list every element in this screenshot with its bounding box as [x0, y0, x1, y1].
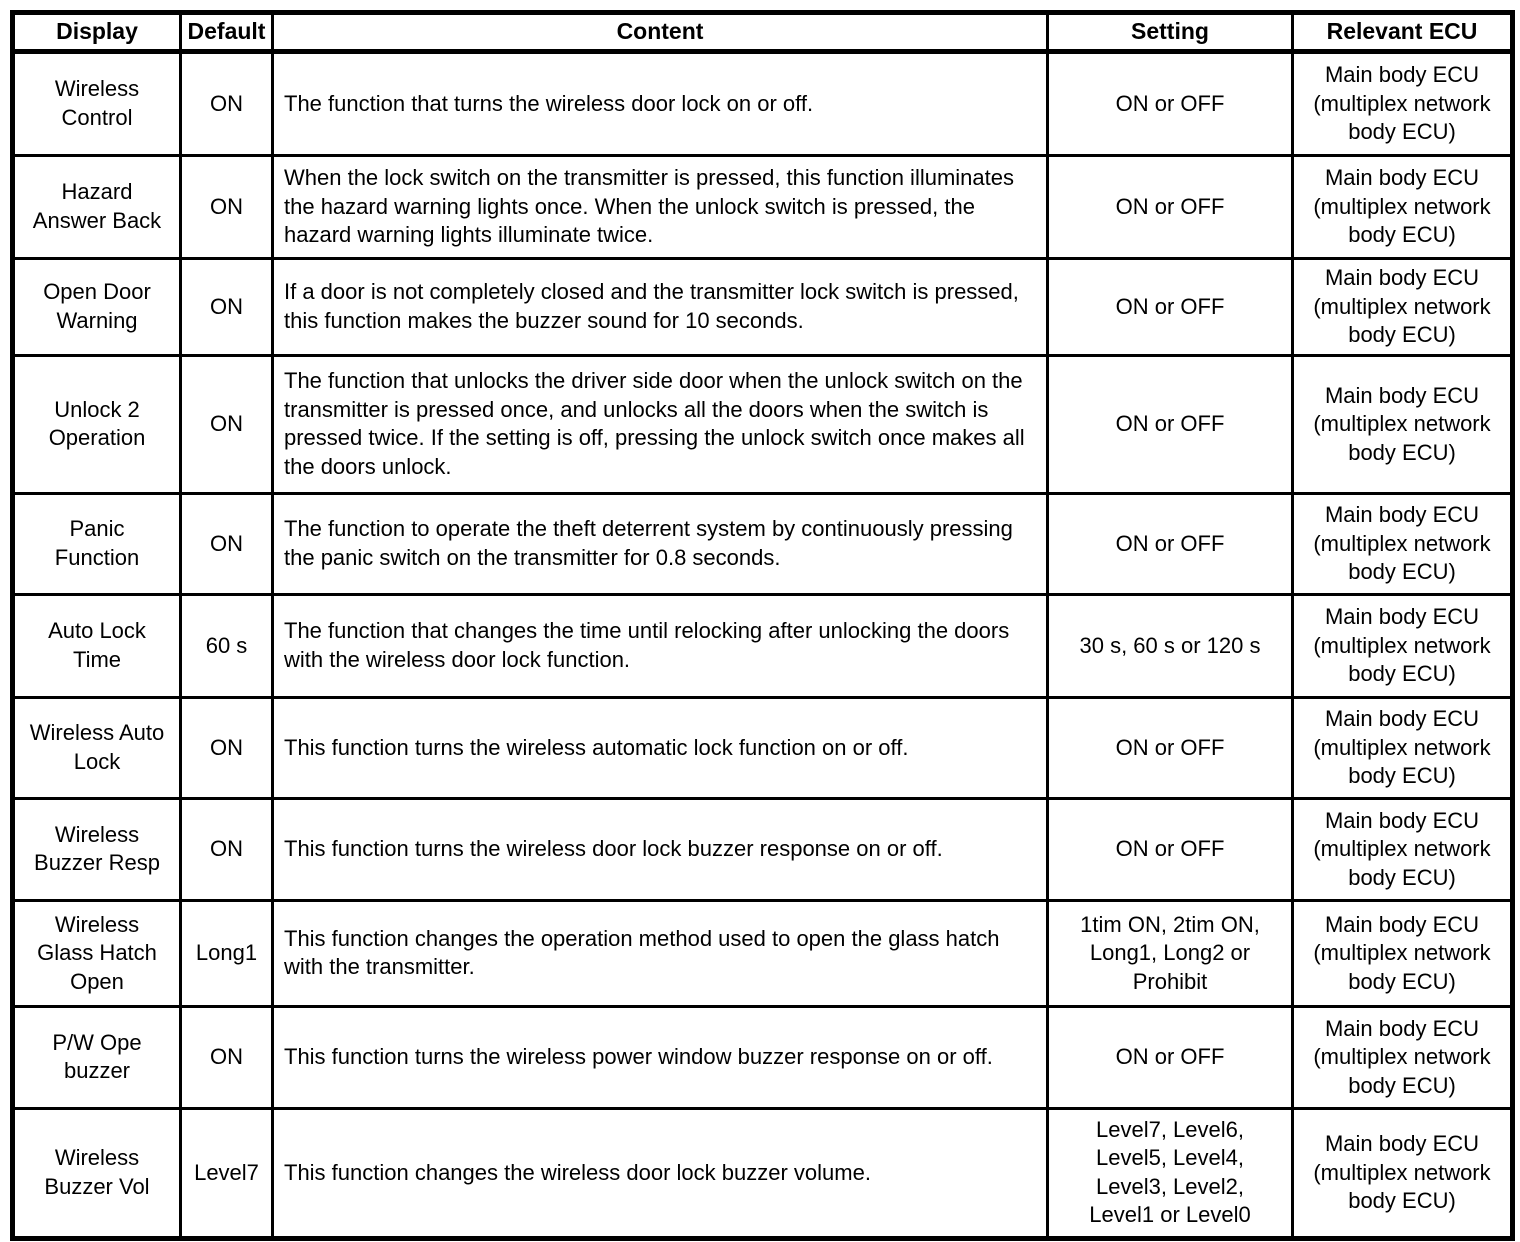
cell-content: This function changes the operation method used to open the glass hatch with the transmitter. [273, 900, 1048, 1006]
cell-relevant-ecu: Main body ECU (multiplex network body ECU) [1293, 51, 1513, 155]
cell-display: Wireless Control [13, 51, 181, 155]
table-row [13, 258, 1513, 355]
cell-setting: ON or OFF [1048, 51, 1293, 155]
table-row [13, 1108, 1513, 1238]
cell-content: When the lock switch on the transmitter is pressed, this function illuminates the hazard warning lights once. When the unlock switch is pressed, the hazard warning lights illuminate twice. [273, 155, 1048, 258]
cell-display: Unlock 2 Operation [13, 355, 181, 493]
cell-relevant-ecu: Main body ECU (multiplex network body ECU) [1293, 355, 1513, 493]
cell-default: ON [181, 155, 273, 258]
cell-default: Level7 [181, 1108, 273, 1238]
cell-content: The function that turns the wireless door lock on or off. [273, 51, 1048, 155]
cell-default: ON [181, 493, 273, 594]
cell-relevant-ecu: Main body ECU (multiplex network body ECU) [1293, 798, 1513, 900]
cell-setting: ON or OFF [1048, 798, 1293, 900]
table-row [13, 155, 1513, 258]
cell-setting: ON or OFF [1048, 493, 1293, 594]
cell-relevant-ecu: Main body ECU (multiplex network body ECU) [1293, 1108, 1513, 1238]
wireless-door-lock-customization-table [10, 10, 1515, 1241]
cell-setting: 1tim ON, 2tim ON, Long1, Long2 or Prohibit [1048, 900, 1293, 1006]
cell-display: Auto Lock Time [13, 594, 181, 697]
cell-setting: ON or OFF [1048, 1006, 1293, 1108]
table-row [13, 798, 1513, 900]
cell-relevant-ecu: Main body ECU (multiplex network body ECU) [1293, 258, 1513, 355]
cell-setting: Level7, Level6, Level5, Level4, Level3, Level2, Level1 or Level0 [1048, 1108, 1293, 1238]
cell-relevant-ecu: Main body ECU (multiplex network body ECU) [1293, 155, 1513, 258]
cell-display: Wireless Buzzer Vol [13, 1108, 181, 1238]
cell-relevant-ecu: Main body ECU (multiplex network body ECU) [1293, 900, 1513, 1006]
cell-content: The function that changes the time until relocking after unlocking the doors with the wireless door lock function. [273, 594, 1048, 697]
cell-default: ON [181, 798, 273, 900]
cell-content: This function turns the wireless door lock buzzer response on or off. [273, 798, 1048, 900]
cell-display: Wireless Glass Hatch Open [13, 900, 181, 1006]
cell-content: The function to operate the theft deterrent system by continuously pressing the panic switch on the transmitter for 0.8 seconds. [273, 493, 1048, 594]
column-header-display: Display [13, 13, 181, 52]
table-row [13, 900, 1513, 1006]
column-header-setting: Setting [1048, 13, 1293, 52]
table-row [13, 594, 1513, 697]
cell-content: This function changes the wireless door lock buzzer volume. [273, 1108, 1048, 1238]
column-header-content: Content [273, 13, 1048, 52]
cell-relevant-ecu: Main body ECU (multiplex network body ECU) [1293, 1006, 1513, 1108]
cell-relevant-ecu: Main body ECU (multiplex network body ECU) [1293, 493, 1513, 594]
header-row [13, 13, 1513, 52]
cell-content: If a door is not completely closed and the transmitter lock switch is pressed, this function makes the buzzer sound for 10 seconds. [273, 258, 1048, 355]
cell-default: ON [181, 51, 273, 155]
cell-setting: 30 s, 60 s or 120 s [1048, 594, 1293, 697]
cell-display: Wireless Buzzer Resp [13, 798, 181, 900]
cell-display: Open Door Warning [13, 258, 181, 355]
cell-display: P/W Ope buzzer [13, 1006, 181, 1108]
cell-default: ON [181, 1006, 273, 1108]
cell-default: ON [181, 258, 273, 355]
column-header-default: Default [181, 13, 273, 52]
table-row [13, 355, 1513, 493]
cell-content: This function turns the wireless automatic lock function on or off. [273, 697, 1048, 798]
cell-default: ON [181, 697, 273, 798]
cell-display: Hazard Answer Back [13, 155, 181, 258]
cell-setting: ON or OFF [1048, 355, 1293, 493]
cell-default: Long1 [181, 900, 273, 1006]
cell-relevant-ecu: Main body ECU (multiplex network body ECU) [1293, 594, 1513, 697]
column-header-relevant-ecu: Relevant ECU [1293, 13, 1513, 52]
table-row [13, 697, 1513, 798]
cell-default: 60 s [181, 594, 273, 697]
cell-content: The function that unlocks the driver side door when the unlock switch on the transmitter is pressed once, and unlocks all the doors when the switch is pressed twice. If the setting is off, pressing the unlock switch once makes all the doors unlock. [273, 355, 1048, 493]
table-row [13, 1006, 1513, 1108]
table-row [13, 493, 1513, 594]
cell-content: This function turns the wireless power window buzzer response on or off. [273, 1006, 1048, 1108]
cell-setting: ON or OFF [1048, 697, 1293, 798]
cell-setting: ON or OFF [1048, 258, 1293, 355]
cell-relevant-ecu: Main body ECU (multiplex network body ECU) [1293, 697, 1513, 798]
cell-setting: ON or OFF [1048, 155, 1293, 258]
cell-display: Panic Function [13, 493, 181, 594]
table-row [13, 51, 1513, 155]
cell-display: Wireless Auto Lock [13, 697, 181, 798]
cell-default: ON [181, 355, 273, 493]
